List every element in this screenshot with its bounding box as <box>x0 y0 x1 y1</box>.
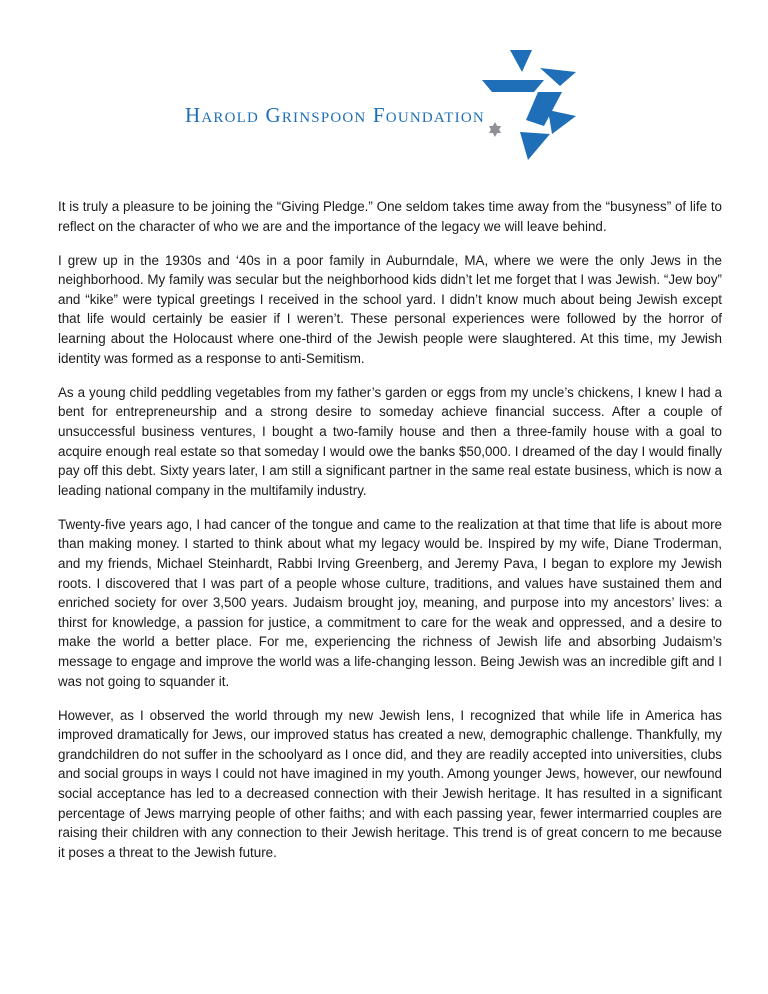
small-grey-star <box>489 122 501 137</box>
logo-triangle-bottom <box>520 132 550 160</box>
paragraph-1: It is truly a pleasure to be joining the “Giving Pledge.” One seldom takes time away from the “busyness” of life to reflect on the character of who we are and the importance of the legacy we will leave behind. <box>58 199 722 234</box>
paragraph-3: As a young child peddling vegetables from my father’s garden or eggs from my uncle’s chickens, I knew I had a bent for entrepreneurship and a strong desire to someday achieve financial success. After a couple of unsuccessful business ventures, I bought a two-family house and then a three-family house with a goal to acquire enough real estate so that someday I would owe the banks $50,000. I dreamed of the day I would finally pay off this debt. Sixty years later, I am still a significant partner in the same real estate business, which is now a leading national company in the multifamily industry. <box>58 384 722 498</box>
letter-body <box>58 197 722 877</box>
paragraph-2: I grew up in the 1930s and ‘40s in a poor family in Auburndale, MA, where we were the only Jews in the neighborhood. My family was secular but the neighborhood kids didn’t let me forget that I was Jewish. “Jew boy” and “kike” were typical greetings I received in the school yard. I didn’t know much about being Jewish except that life would certainly be easier if I weren’t. These personal experiences were followed by the horror of learning about the Holocaust where one-third of the Jewish people were slaughtered. At this time, my Jewish identity was formed as a response to anti-Semitism. <box>58 252 722 366</box>
logo-triangle-right <box>540 68 576 86</box>
letterhead <box>0 0 768 180</box>
paragraph-5: However, as I observed the world through my new Jewish lens, I recognized that while life in America has improved dramatically for Jews, our improved status has created a new, demographic challenge. Thankfully, my grandchildren do not suffer in the schoolyard as I once did, and they are readily accepted into universities, clubs and social groups in ways I could not have imagined in my youth. Among younger Jews, however, our newfound social acceptance has led to a decreased connection with their Jewish heritage. It has resulted in a significant percentage of Jews marrying people of other faiths; and with each passing year, fewer intermarried couples are raising their children with any connection to their Jewish heritage. This trend is of great concern to me because it poses a threat to the Jewish future. <box>58 707 722 860</box>
foundation-name: Harold Grinspoon Foundation <box>185 103 485 127</box>
logo-triangle-lower <box>548 110 576 134</box>
paragraph-4: Twenty-five years ago, I had cancer of the tongue and came to the realization at that time that life is about more than making money. I started to think about what my legacy would be. Inspired by my wife, Diane Troderman, and my friends, Michael Steinhardt, Rabbi Irving Greenberg, and Jeremy Pava, I began to explore my Jewish roots. I discovered that I was part of a people whose culture, traditions, and values have sustained them and enriched society for over 3,500 years. Judaism brought joy, meaning, and purpose into my ancestors’ lives: a thirst for knowledge, a passion for justice, a commitment to care for the weak and oppressed, and a desire to make the world a better place. For me, experiencing the richness of Jewish life and absorbing Judaism’s message to engage and improve the world was a life-changing lesson. Being Jewish was an incredible gift and I was not going to squander it. <box>58 516 722 689</box>
logo-triangle-top <box>510 50 532 72</box>
logo-band-upper <box>482 80 544 92</box>
star-of-david-icon <box>478 50 578 162</box>
